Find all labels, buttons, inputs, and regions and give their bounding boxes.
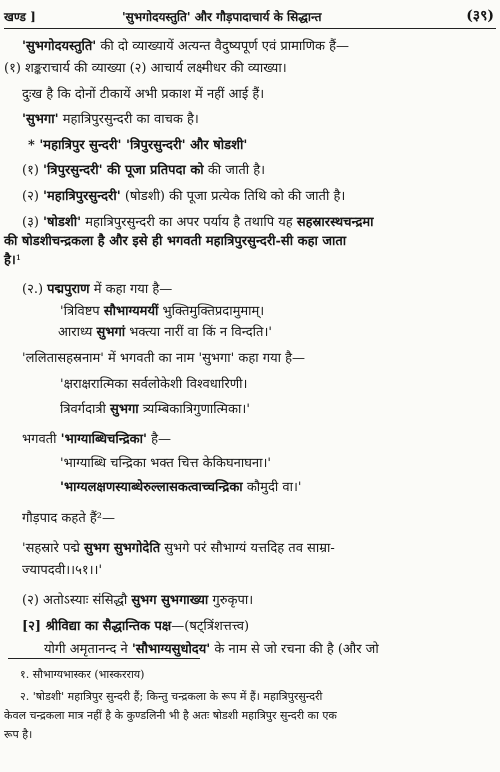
bold-text: सहस्रारस्थचन्द्रमा xyxy=(296,215,374,230)
footnote-rule xyxy=(8,658,200,659)
text-line xyxy=(60,376,247,394)
text-run: (१) शङ्कराचार्य की व्याख्या (२) आचार्य लक्ष्मीधर की व्याख्या। xyxy=(4,61,287,76)
text-line xyxy=(60,455,271,473)
text-line xyxy=(28,137,247,155)
text-run: (२) xyxy=(22,189,44,204)
text-run: महात्रिपुरसुन्दरी का वाचक है। xyxy=(58,112,199,127)
text-line xyxy=(22,111,199,129)
text-run: (२.) xyxy=(22,282,48,297)
text-line xyxy=(22,350,305,368)
text-line xyxy=(58,324,272,342)
bold-text: 'महात्रिपुरसुन्दरी' xyxy=(43,189,121,204)
text-run: १. सौभाग्यभास्कर (भास्करराय) xyxy=(20,668,145,681)
text-line xyxy=(22,431,171,449)
text-run: त्र्यम्बिकात्रिगुणात्मिका।' xyxy=(138,402,250,417)
text-line xyxy=(22,86,264,104)
bold-text: * 'महात्रिपुर सुन्दरी' 'त्रिपुरसुन्दरी' और षोडशी' xyxy=(28,138,248,153)
text-run: भुक्तिमुक्तिप्रदामुमाम्। xyxy=(158,304,265,319)
text-run: कौमुदी वा।' xyxy=(242,480,302,495)
text-run: है— xyxy=(146,432,172,447)
bold-text: 'सुभगोदयस्तुति' xyxy=(22,39,97,54)
text-line xyxy=(4,233,346,251)
text-line xyxy=(22,592,253,610)
bold-text: 'त्रिपुरसुन्दरी' की पूजा प्रतिपदा को xyxy=(43,163,204,178)
text-run: की दो व्याख्यायें अत्यन्त वैदुष्यपूर्ण एवं प्रामाणिक हैं— xyxy=(96,39,350,54)
footnote-line xyxy=(4,726,32,744)
header-rule xyxy=(4,28,496,29)
text-line xyxy=(22,618,249,636)
bold-text: 'सौभाग्यसुधोदय' xyxy=(131,642,211,657)
bold-text: 'भाग्याब्धिचन्द्रिका' xyxy=(60,432,147,447)
text-run: २. 'षोडशी' महात्रिपुर सुन्दरी हैं; किन्तु चन्द्रकला के रूप में हैं। महात्रिपुरसुन्दरी xyxy=(20,690,323,703)
text-run: की जाती है। xyxy=(203,163,266,178)
text-run: में कहा गया है— xyxy=(89,282,173,297)
bold-text: सुभग सुभगाख्या xyxy=(131,593,209,608)
text-run: (३) xyxy=(22,215,44,230)
page-number: (३९) xyxy=(466,8,494,24)
text-run: भक्त्या नारीं वा किं न विन्दति।' xyxy=(125,325,272,340)
footnote-line xyxy=(20,666,144,684)
text-line xyxy=(22,214,374,232)
text-line xyxy=(22,510,115,528)
text-run: गौड़पाद कहते हैं xyxy=(22,511,97,526)
text-run: ² xyxy=(96,511,102,526)
text-line xyxy=(22,281,172,299)
text-run: सुभगे परं सौभाग्यं यत्तदिह तव साम्रा- xyxy=(160,541,335,556)
text-run: महात्रिपुरसुन्दरी का अपर पर्याय है तथापि यह xyxy=(81,215,297,230)
bold-text: [२] श्रीविद्या का सैद्धान्तिक पक्ष xyxy=(22,619,172,634)
footnote-line xyxy=(4,707,337,725)
bold-text: सुभग सुभगोदेति xyxy=(84,541,161,556)
text-run: 'क्षराक्षरात्मिका सर्वलोकेशी विश्वधारिणी। xyxy=(60,377,248,392)
running-header xyxy=(4,6,494,26)
text-run: (षोडशी) की पूजा प्रत्येक तिथि को की जाती है। xyxy=(120,189,346,204)
text-line xyxy=(60,479,301,497)
text-line xyxy=(22,188,345,206)
text-line xyxy=(44,641,379,659)
text-run: 'भाग्याब्धि चन्द्रिका भक्त चित्त केकिघनाघना।' xyxy=(60,456,271,471)
text-run: —(षट्त्रिंशत्तत्त्व) xyxy=(171,619,250,634)
text-run: आराध्य xyxy=(58,325,97,340)
text-run: (२) अतोऽस्याः संसिद्धौ xyxy=(22,593,132,608)
bold-text: सुभगा xyxy=(110,402,139,417)
text-line xyxy=(22,162,265,180)
bold-text: पद्मपुराण xyxy=(47,282,90,297)
text-line xyxy=(60,303,264,321)
footnote-line xyxy=(20,688,322,706)
bold-text: 'षोडशी' xyxy=(43,215,82,230)
header-title: 'सुभगोदयस्तुति' और गौड़पादाचार्य के सिद्धान्त xyxy=(122,10,322,24)
text-run: केवल चन्द्रकला मात्र नहीं है के कुण्डलिनी भी है अतः षोडशी महात्रिपुर सुन्दरी का एक xyxy=(4,709,337,722)
text-run: (१) xyxy=(22,163,44,178)
text-run: गुरुकृपा। xyxy=(208,593,254,608)
text-run: भगवती xyxy=(22,432,61,447)
text-run: त्रिवर्गदात्री xyxy=(60,402,111,417)
text-run: योगी अमृतानन्द ने xyxy=(44,642,132,657)
header-section-label: खण्ड ] xyxy=(4,10,36,24)
bold-text: 'भाग्यलक्षणस्याब्धेरुल्लासकत्वाच्चन्द्रिका xyxy=(60,480,243,495)
text-run: के नाम से जो रचना की है (और जो xyxy=(210,642,379,657)
bold-text: की षोडशीचन्द्रकला है और इसे ही भगवती महात्रिपुरसुन्दरी-सी कहा जाता xyxy=(4,234,347,249)
text-run: ज्यापदवी।।५१।।' xyxy=(22,563,103,578)
text-line xyxy=(22,562,102,580)
text-run: 'त्रिविष्टप xyxy=(60,304,104,319)
bold-text: है। xyxy=(4,253,16,268)
text-run: 'सहस्रारे पद्मे xyxy=(22,541,85,556)
text-run: — xyxy=(101,511,115,526)
bold-text: सुभगां xyxy=(96,325,126,340)
text-line xyxy=(22,540,335,558)
text-line xyxy=(4,252,21,270)
bold-text: सौभाग्यमयीं xyxy=(103,304,159,319)
text-line xyxy=(4,60,287,78)
text-line xyxy=(60,401,250,419)
text-run: ¹ xyxy=(15,253,22,268)
bold-text: 'सुभगा' xyxy=(22,112,59,127)
text-line xyxy=(22,38,349,56)
text-run: 'ललितासहस्रनाम' में भगवती का नाम 'सुभगा' कहा गया है— xyxy=(22,351,306,366)
text-run: रूप है। xyxy=(4,728,33,741)
text-run: दुःख है कि दोनों टीकायें अभी प्रकाश में नहीं आई हैं। xyxy=(22,87,265,102)
